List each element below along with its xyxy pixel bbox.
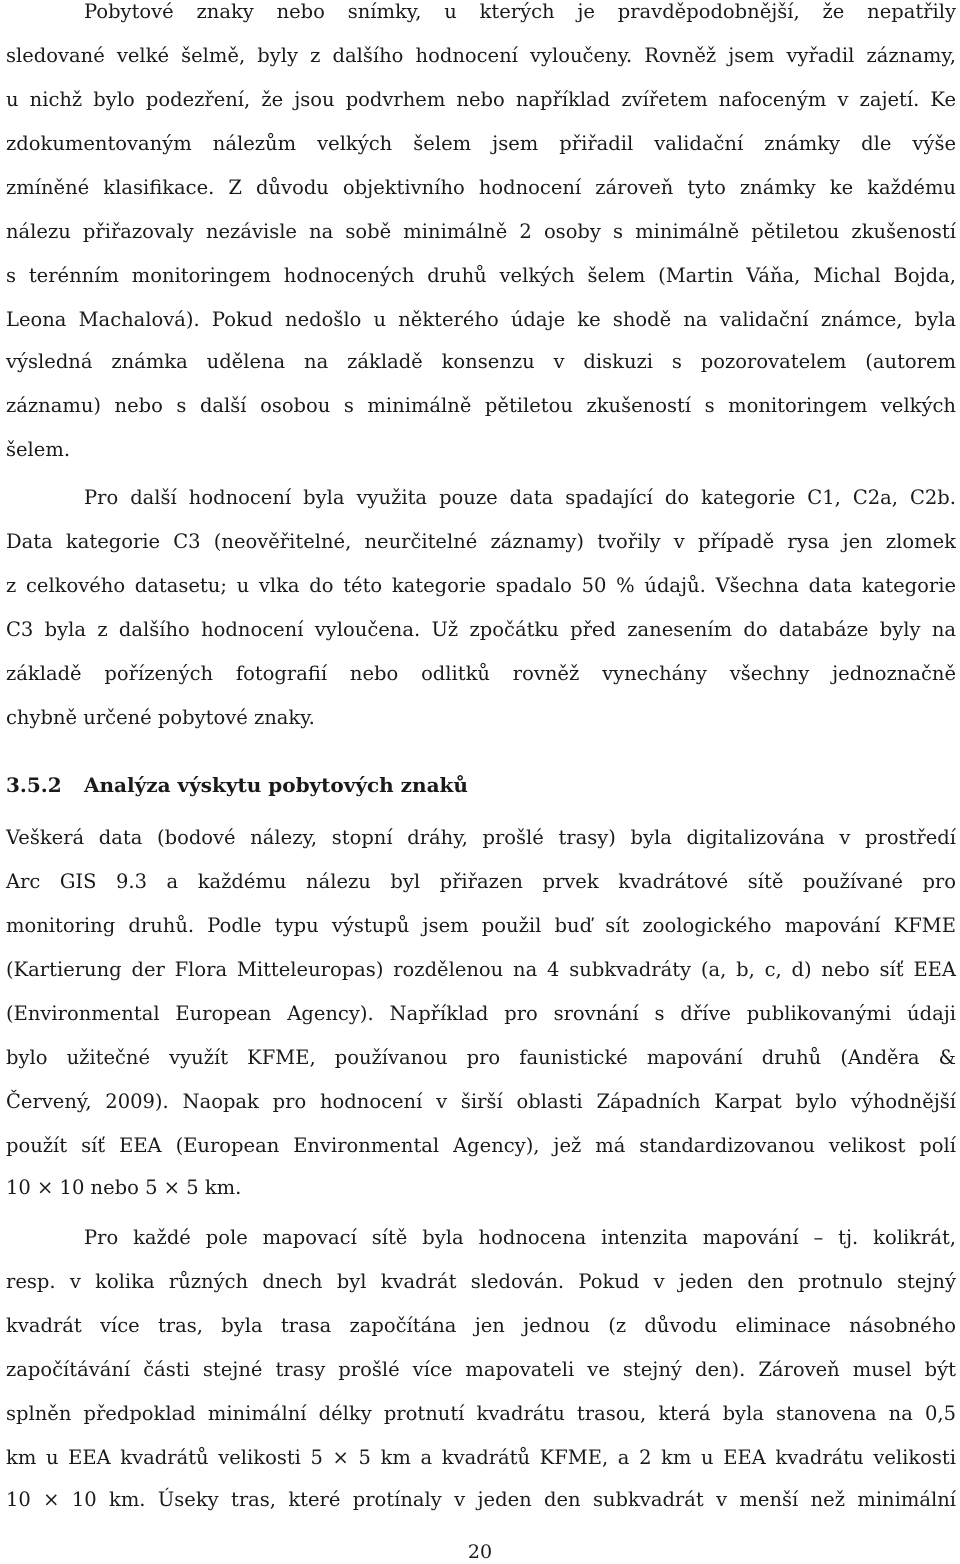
text-line: km u EEA kvadrátů velikosti 5 × 5 km a kvadrátů KFME, a 2 km u EEA kvadrátu velikosti xyxy=(6,1446,956,1469)
text-line: 10 × 10 km. Úseky tras, které protínaly v jeden den subkvadrát v menší než minimální xyxy=(6,1488,956,1511)
text-line: (Kartierung der Flora Mitteleuropas) rozdělenou na 4 subkvadráty (a, b, c, d) nebo síť EEA xyxy=(6,958,956,981)
text-line: Data kategorie C3 (neověřitelné, neurčitelné záznamy) tvořily v případě rysa jen zlomek xyxy=(6,530,956,553)
text-line: Pro další hodnocení byla využita pouze data spadající do kategorie C1, C2a, C2b. xyxy=(84,486,956,509)
text-line: kvadrát více tras, byla trasa započítána jen jednou (z důvodu eliminace násobného xyxy=(6,1314,956,1337)
section-heading xyxy=(6,773,956,797)
text-line: záznamu) nebo s další osobou s minimálně pětiletou zkušeností s monitoringem velkých xyxy=(6,394,956,417)
text-line: započítávání části stejné trasy prošlé více mapovateli ve stejný den). Zároveň musel být xyxy=(6,1358,956,1381)
text-line: C3 byla z dalšího hodnocení vyloučena. Už zpočátku před zanesením do databáze byly na xyxy=(6,618,956,641)
text-line: použít síť EEA (European Environmental Agency), jež má standardizovanou velikost polí xyxy=(6,1134,956,1157)
text-line: bylo užitečné využít KFME, používanou pro faunistické mapování druhů (Anděra & xyxy=(6,1046,956,1069)
text-line: Veškerá data (bodové nálezy, stopní dráhy, prošlé trasy) byla digitalizována v prostředí xyxy=(6,826,956,849)
text-line: monitoring druhů. Podle typu výstupů jsem použil buď sít zoologického mapování KFME xyxy=(6,914,956,937)
text-line: zmíněné klasifikace. Z důvodu objektivního hodnocení zároveň tyto známky ke každému xyxy=(6,176,956,199)
text-line: chybně určené pobytové znaky. xyxy=(6,706,315,729)
text-line: sledované velké šelmě, byly z dalšího hodnocení vyloučeny. Rovněž jsem vyřadil záznamy, xyxy=(6,44,956,67)
text-line: u nichž bylo podezření, že jsou podvrhem nebo například zvířetem nafoceným v zajetí. Ke xyxy=(6,88,956,111)
text-line: šelem. xyxy=(6,438,71,461)
section-title: Analýza výskytu pobytových znaků xyxy=(84,773,468,797)
text-line: výsledná známka udělena na základě konsenzu v diskuzi s pozorovatelem (autorem xyxy=(6,350,956,373)
text-line: Červený, 2009). Naopak pro hodnocení v širší oblasti Západních Karpat bylo výhodnější xyxy=(6,1090,956,1113)
text-line: Pobytové znaky nebo snímky, u kterých je pravděpodobnější, že nepatřily xyxy=(84,0,956,23)
text-line: splněn předpoklad minimální délky protnutí kvadrátu trasou, která byla stanovena na 0,5 xyxy=(6,1402,956,1425)
text-line: s terénním monitoringem hodnocených druhů velkých šelem (Martin Váňa, Michal Bojda, xyxy=(6,264,956,287)
text-line: základě pořízených fotografií nebo odlitků rovněž vynechány všechny jednoznačně xyxy=(6,662,956,685)
text-line: zdokumentovaným nálezům velkých šelem jsem přiřadil validační známky dle výše xyxy=(6,132,956,155)
text-line: Arc GIS 9.3 a každému nálezu byl přiřazen prvek kvadrátové sítě používané pro xyxy=(6,870,956,893)
text-line: resp. v kolika různých dnech byl kvadrát sledován. Pokud v jeden den protnulo stejný xyxy=(6,1270,956,1293)
section-number: 3.5.2 xyxy=(6,773,62,797)
text-line: z celkového datasetu; u vlka do této kategorie spadalo 50 % údajů. Všechna data kategorie xyxy=(6,574,956,597)
text-line: 10 × 10 nebo 5 × 5 km. xyxy=(6,1176,242,1199)
text-line: Pro každé pole mapovací sítě byla hodnocena intenzita mapování – tj. kolikrát, xyxy=(84,1226,956,1249)
page-number: 20 xyxy=(467,1541,493,1563)
text-line: Leona Machalová). Pokud nedošlo u některého údaje ke shodě na validační známce, byla xyxy=(6,308,956,331)
text-line: nálezu přiřazovaly nezávisle na sobě minimálně 2 osoby s minimálně pětiletou zkušeností xyxy=(6,220,956,243)
text-line: (Environmental European Agency). Například pro srovnání s dříve publikovanými údaji xyxy=(6,1002,956,1025)
